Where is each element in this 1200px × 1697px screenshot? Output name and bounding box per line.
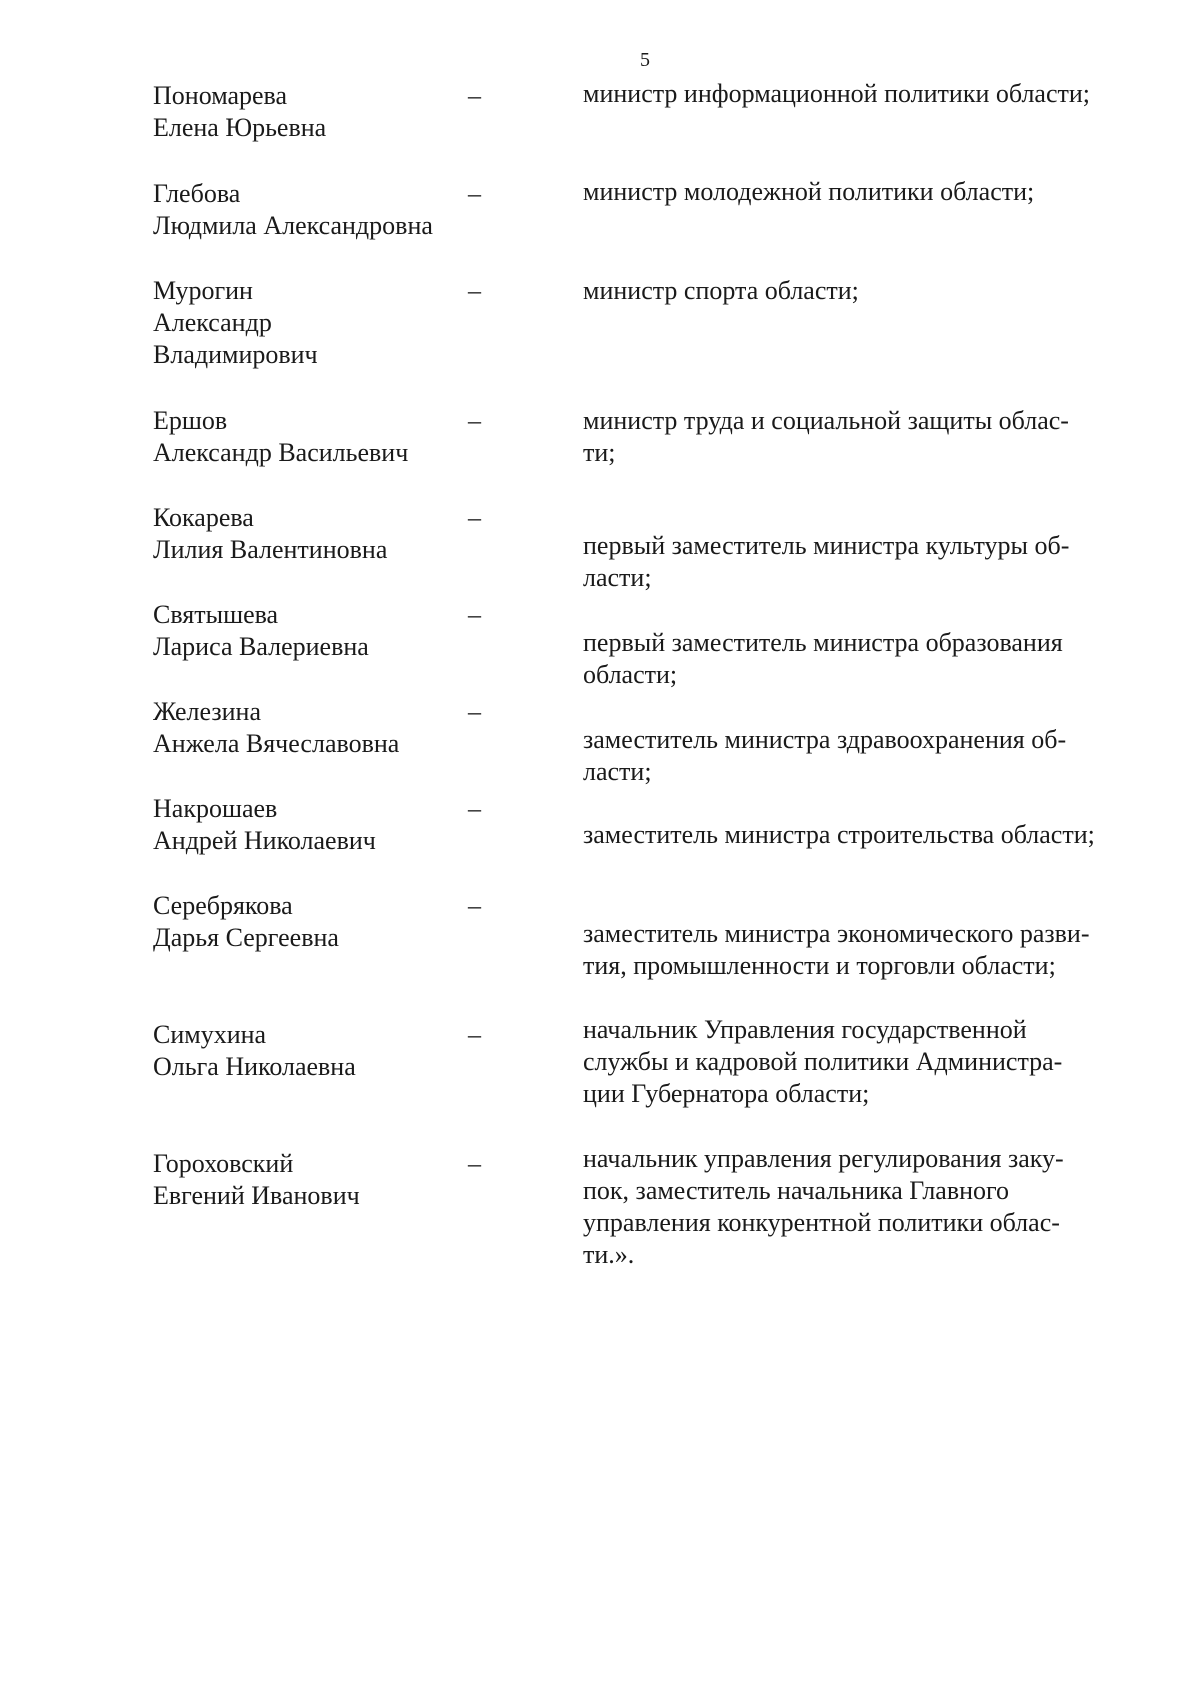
member-given-names: Людмила Александровна bbox=[153, 211, 433, 240]
role-line: министр молодежной политики области; bbox=[583, 177, 1035, 206]
role-line: министр информационной политики области; bbox=[583, 79, 1090, 108]
member-name bbox=[153, 696, 473, 760]
member-given-names: Елена Юрьевна bbox=[153, 113, 327, 142]
member-given-names: Лилия Валентиновна bbox=[153, 535, 388, 564]
member-given-names: Александр Васильевич bbox=[153, 438, 409, 467]
separator-dash: – bbox=[468, 794, 481, 823]
role-line: первый заместитель министра образования bbox=[583, 628, 1063, 657]
role-line: службы и кадровой политики Администра- bbox=[583, 1047, 1063, 1076]
role-line: министр труда и социальной защиты облас- bbox=[583, 406, 1069, 435]
member-surname: Серебрякова bbox=[153, 891, 293, 920]
role-line: заместитель министра экономического разви- bbox=[583, 919, 1090, 948]
separator-dash: – bbox=[468, 179, 481, 208]
role-line: управления конкурентной политики облас- bbox=[583, 1208, 1060, 1237]
member-role bbox=[583, 176, 1143, 208]
member-given-names: Андрей Николаевич bbox=[153, 826, 376, 855]
separator-dash: – bbox=[468, 406, 481, 435]
member-surname: Железина bbox=[153, 697, 261, 726]
member-surname: Мурогин bbox=[153, 276, 253, 305]
separator-dash: – bbox=[468, 1149, 481, 1178]
member-name bbox=[153, 1019, 473, 1083]
member-given-names: Дарья Сергеевна bbox=[153, 923, 339, 952]
role-line: первый заместитель министра культуры об- bbox=[583, 531, 1070, 560]
role-line: заместитель министра строительства области; bbox=[583, 820, 1095, 849]
member-given-names: Лариса Валериевна bbox=[153, 632, 369, 661]
member-name bbox=[153, 1148, 473, 1212]
member-role bbox=[583, 724, 1143, 788]
member-role bbox=[583, 627, 1143, 691]
role-line: начальник Управления государственной bbox=[583, 1015, 1027, 1044]
role-line: начальник управления регулирования заку- bbox=[583, 1144, 1064, 1173]
member-role bbox=[583, 819, 1143, 851]
member-given-names: Евгений Иванович bbox=[153, 1181, 360, 1210]
role-line: ти.». bbox=[583, 1240, 635, 1269]
member-surname: Симухина bbox=[153, 1020, 267, 1049]
separator-dash: – bbox=[468, 697, 481, 726]
separator-dash: – bbox=[468, 276, 481, 305]
member-name bbox=[153, 890, 473, 954]
member-name bbox=[153, 793, 473, 857]
member-name bbox=[153, 80, 473, 144]
role-line: министр спорта области; bbox=[583, 276, 859, 305]
member-name bbox=[153, 405, 473, 469]
member-surname: Гороховский bbox=[153, 1149, 294, 1178]
member-surname: Ершов bbox=[153, 406, 228, 435]
role-line: ласти; bbox=[583, 563, 652, 592]
member-name bbox=[153, 599, 473, 663]
member-name bbox=[153, 275, 473, 371]
separator-dash: – bbox=[468, 81, 481, 110]
member-role bbox=[583, 275, 1143, 307]
member-surname: Кокарева bbox=[153, 503, 254, 532]
member-surname: Святышева bbox=[153, 600, 279, 629]
role-line: ции Губернатора области; bbox=[583, 1079, 870, 1108]
role-line: ти; bbox=[583, 438, 616, 467]
member-given-names: Анжела Вячеславовна bbox=[153, 729, 400, 758]
separator-dash: – bbox=[468, 503, 481, 532]
member-name bbox=[153, 502, 473, 566]
role-line: заместитель министра здравоохранения об- bbox=[583, 725, 1067, 754]
member-surname: Глебова bbox=[153, 179, 241, 208]
role-line: ласти; bbox=[583, 757, 652, 786]
role-line: пок, заместитель начальника Главного bbox=[583, 1176, 1010, 1205]
role-line: области; bbox=[583, 660, 678, 689]
member-surname: Пономарева bbox=[153, 81, 288, 110]
member-given-names: Владимирович bbox=[153, 340, 318, 369]
page-number: 5 bbox=[640, 49, 650, 71]
separator-dash: – bbox=[468, 600, 481, 629]
member-role bbox=[583, 1143, 1143, 1271]
member-given-names: Ольга Николаевна bbox=[153, 1052, 356, 1081]
member-role bbox=[583, 530, 1143, 594]
role-line: тия, промышленности и торговли области; bbox=[583, 951, 1056, 980]
member-role bbox=[583, 1014, 1143, 1110]
member-role bbox=[583, 405, 1143, 469]
separator-dash: – bbox=[468, 1020, 481, 1049]
member-given-names: Александр bbox=[153, 308, 272, 337]
member-role bbox=[583, 78, 1143, 110]
member-name bbox=[153, 178, 473, 242]
separator-dash: – bbox=[468, 891, 481, 920]
member-surname: Накрошаев bbox=[153, 794, 278, 823]
member-role bbox=[583, 918, 1143, 982]
